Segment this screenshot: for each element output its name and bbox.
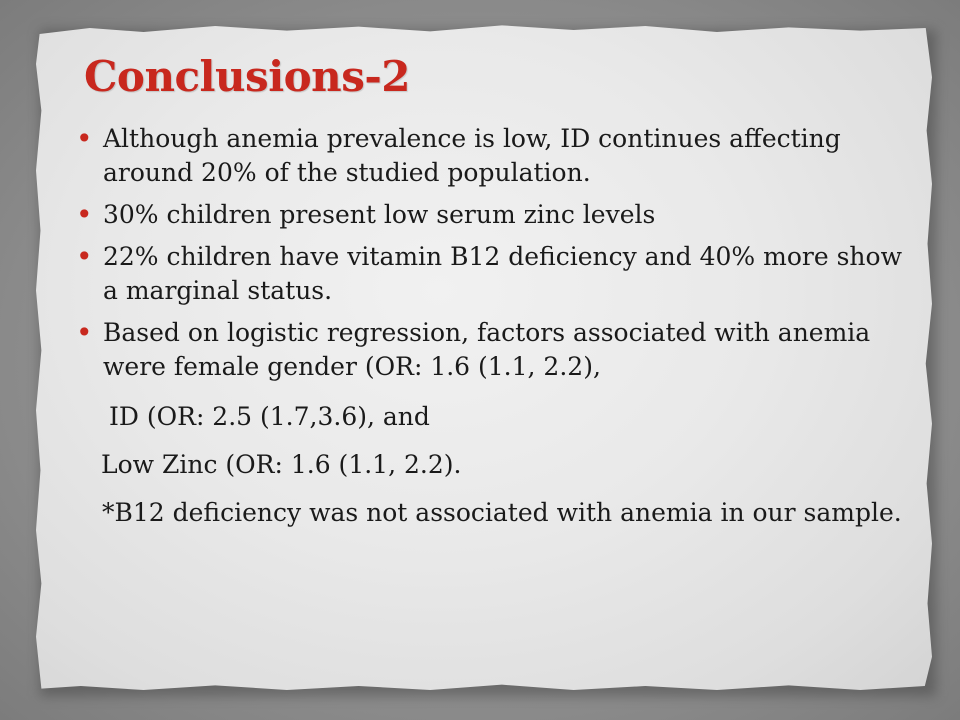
- slide-content: [74, 122, 904, 544]
- bullet-text-3: 22% children have vitamin B12 deficiency and 40% more show a marginal status.: [103, 242, 902, 305]
- bullet-item-3: [74, 240, 904, 308]
- bullet-item-2: [74, 198, 904, 232]
- bullet-icon: •: [76, 240, 93, 273]
- continuation-line-2: Low Zinc (OR: 1.6 (1.1, 2.2).: [101, 450, 462, 479]
- continuation-line-3: *B12 deficiency was not associated with anemia in our sample.: [102, 498, 902, 527]
- bullet-text-4: Based on logistic regression, factors associated with anemia were female gender (OR: 1.6 (1.1, 2.2),: [103, 318, 871, 381]
- bullet-text-2: 30% children present low serum zinc levels: [103, 200, 656, 229]
- continuation-line-1: ID (OR: 2.5 (1.7,3.6), and: [109, 402, 430, 431]
- bullet-icon: •: [76, 198, 93, 231]
- slide-title: Conclusions-2: [84, 52, 410, 101]
- bullet-icon: •: [76, 316, 93, 349]
- bullet-text-1: Although anemia prevalence is low, ID continues affecting around 20% of the studied population.: [103, 124, 841, 187]
- bullet-item-4: [74, 316, 904, 384]
- bullet-item-1: [74, 122, 904, 190]
- bullet-icon: •: [76, 122, 93, 155]
